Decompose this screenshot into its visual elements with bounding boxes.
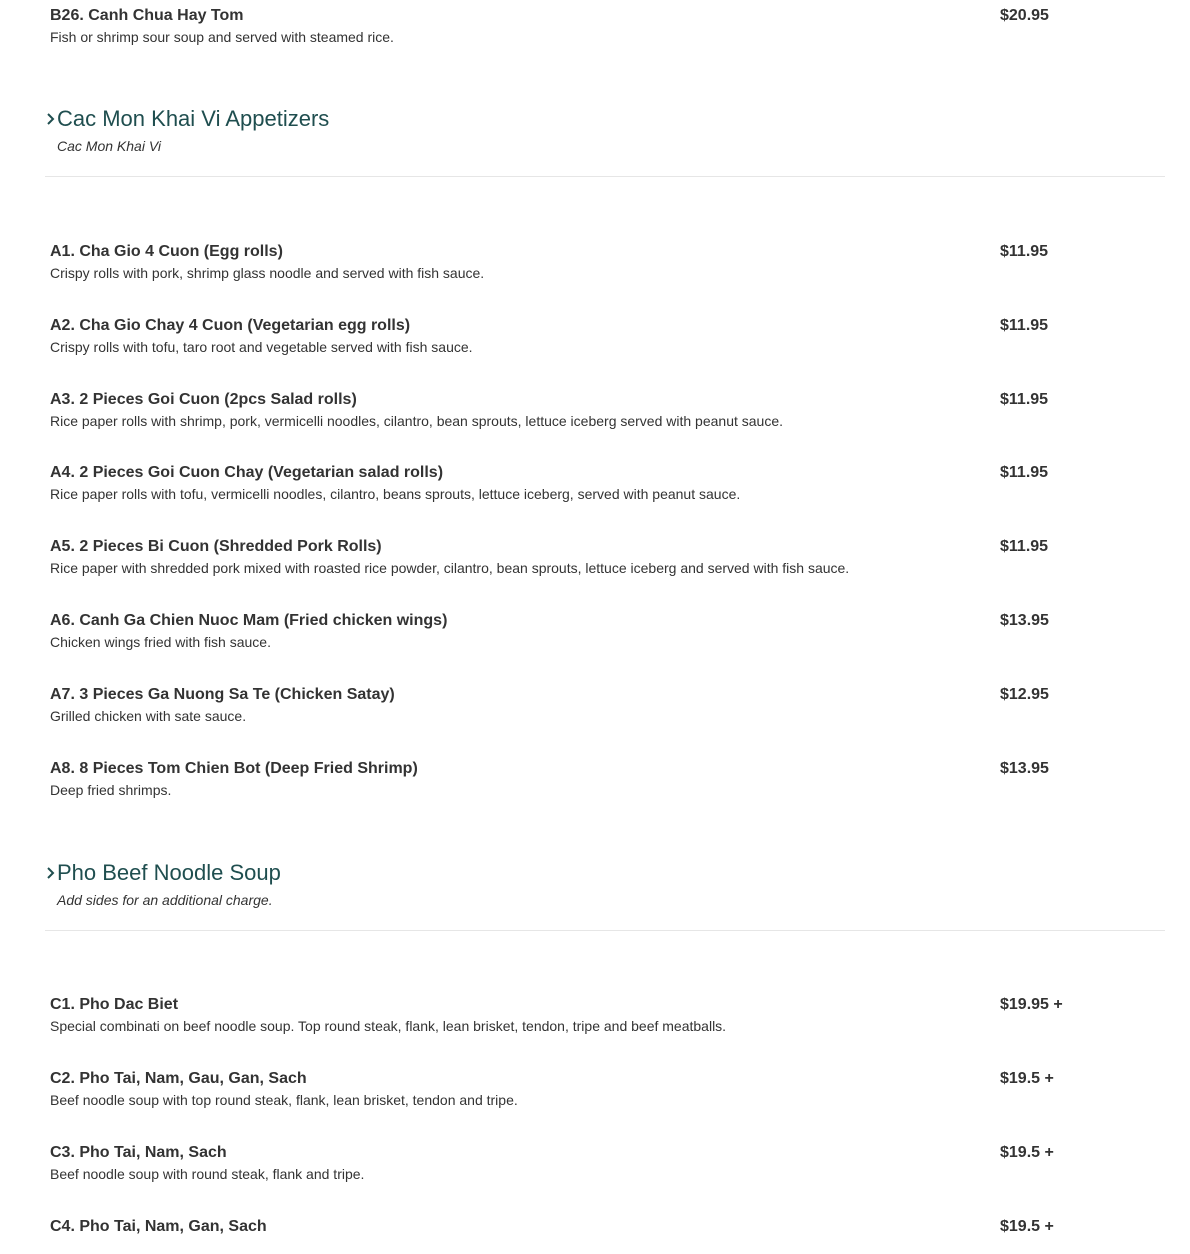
chevron-right-icon — [45, 108, 57, 130]
menu-item-price: $11.95 — [1000, 391, 1049, 408]
menu-item-name: A7. 3 Pieces Ga Nuong Sa Te (Chicken Satay) — [50, 686, 395, 703]
section-header-pho[interactable] — [45, 860, 1165, 931]
menu-item-price: $20.95 — [1000, 7, 1049, 24]
menu-item-name: C1. Pho Dac Biet — [50, 996, 179, 1013]
menu-item-price: $11.95 — [1000, 317, 1049, 334]
menu-item-name: A4. 2 Pieces Goi Cuon Chay (Vegetarian salad rolls) — [50, 464, 444, 481]
menu-item-name: A2. Cha Gio Chay 4 Cuon (Vegetarian egg rolls) — [50, 317, 411, 334]
chevron-right-icon — [45, 862, 57, 884]
menu-item-price: $19.5 + — [1000, 1218, 1054, 1235]
menu-item-name: A6. Canh Ga Chien Nuoc Mam (Fried chicken wings) — [50, 612, 448, 629]
menu-item-price: $11.95 — [1000, 464, 1049, 481]
menu-item-description: Special combinati on beef noodle soup. Top round steak, flank, lean brisket, tendon, tripe and beef meatballs. — [50, 1018, 727, 1034]
menu-item-description: Rice paper rolls with tofu, vermicelli noodles, cilantro, beans sprouts, lettuce iceberg, served with peanut sauce. — [50, 486, 741, 502]
menu-item-description: Fish or shrimp sour soup and served with steamed rice. — [50, 29, 394, 45]
section-title: Cac Mon Khai Vi Appetizers — [57, 106, 330, 131]
section-header-appetizers[interactable] — [45, 106, 1165, 177]
section-subtitle: Add sides for an additional charge. — [57, 892, 273, 908]
menu-item-name: C4. Pho Tai, Nam, Gan, Sach — [50, 1218, 267, 1235]
menu-item-price: $13.95 — [1000, 612, 1049, 629]
menu-item-price: $11.95 — [1000, 243, 1049, 260]
menu-item-name: A3. 2 Pieces Goi Cuon (2pcs Salad rolls) — [50, 391, 357, 408]
menu-item-price: $19.5 + — [1000, 1144, 1054, 1161]
menu-item-description: Chicken wings fried with fish sauce. — [50, 634, 271, 650]
menu-item-description: Crispy rolls with pork, shrimp glass noodle and served with fish sauce. — [50, 265, 485, 281]
section-subtitle: Cac Mon Khai Vi — [57, 138, 162, 154]
menu-item-name: B26. Canh Chua Hay Tom — [50, 7, 244, 24]
menu-item-description: Deep fried shrimps. — [50, 782, 172, 798]
menu-item-description: Crispy rolls with tofu, taro root and vegetable served with fish sauce. — [50, 339, 473, 355]
menu-item-description: Beef noodle soup with round steak, flank and tripe. — [50, 1166, 365, 1182]
menu-item-name: A8. 8 Pieces Tom Chien Bot (Deep Fried Shrimp) — [50, 760, 418, 777]
menu-item-price: $11.95 — [1000, 538, 1049, 555]
menu-item-description: Grilled chicken with sate sauce. — [50, 708, 247, 724]
menu-item-price: $12.95 — [1000, 686, 1049, 703]
menu-item-description: Beef noodle soup with top round steak, flank, lean brisket, tendon and tripe. — [50, 1092, 518, 1108]
menu-item-description: Rice paper with shredded pork mixed with roasted rice powder, cilantro, bean sprouts, lettuce iceberg and served with fish sauce. — [50, 560, 850, 576]
menu-item-price: $13.95 — [1000, 760, 1049, 777]
section-title: Pho Beef Noodle Soup — [57, 860, 281, 885]
menu-item-name: A5. 2 Pieces Bi Cuon (Shredded Pork Rolls) — [50, 538, 382, 555]
menu-item-name: C3. Pho Tai, Nam, Sach — [50, 1144, 227, 1161]
menu-item-description: Rice paper rolls with shrimp, pork, vermicelli noodles, cilantro, bean sprouts, lettuce iceberg served with peanut sauce. — [50, 413, 784, 429]
menu-item-price: $19.5 + — [1000, 1070, 1054, 1087]
menu-item-name: C2. Pho Tai, Nam, Gau, Gan, Sach — [50, 1070, 307, 1087]
menu-item-price: $19.95 + — [1000, 996, 1063, 1013]
menu-item-name: A1. Cha Gio 4 Cuon (Egg rolls) — [50, 243, 283, 260]
